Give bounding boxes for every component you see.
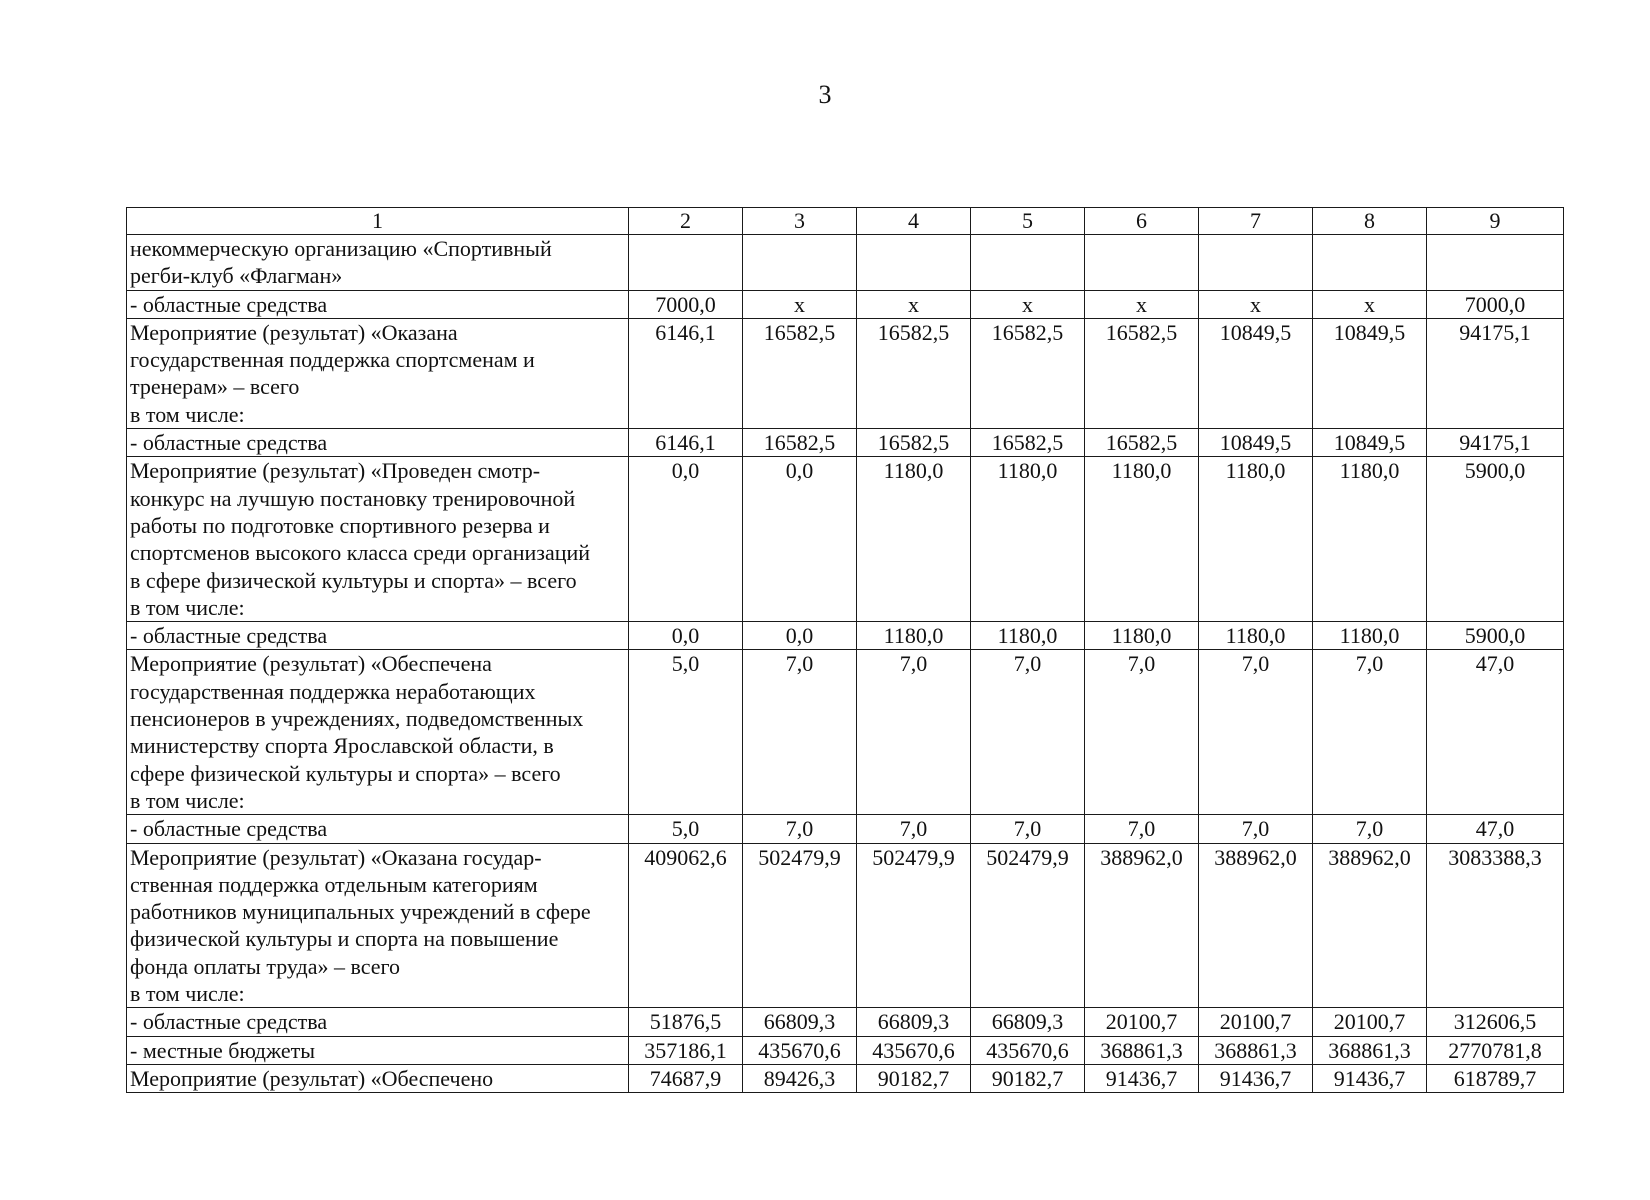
value-cell: 1180,0 bbox=[1085, 457, 1199, 622]
table-row bbox=[127, 318, 1564, 428]
value-cell: х bbox=[1313, 290, 1427, 318]
value-cell: 7,0 bbox=[1313, 650, 1427, 815]
value-cell: 66809,3 bbox=[857, 1008, 971, 1036]
row-label: - областные средства bbox=[127, 622, 629, 650]
value-cell bbox=[629, 235, 743, 291]
value-cell: 1180,0 bbox=[1085, 622, 1199, 650]
value-cell: 16582,5 bbox=[1085, 318, 1199, 428]
row-label: некоммерческую организацию «Спортивный регби-клуб «Флагман» bbox=[127, 235, 629, 291]
value-cell: 7,0 bbox=[743, 650, 857, 815]
value-cell: 1180,0 bbox=[1199, 457, 1313, 622]
table-row bbox=[127, 815, 1564, 843]
value-cell bbox=[857, 235, 971, 291]
row-label: - областные средства bbox=[127, 815, 629, 843]
value-cell: х bbox=[1199, 290, 1313, 318]
value-cell: 7,0 bbox=[1085, 650, 1199, 815]
value-cell: 10849,5 bbox=[1199, 429, 1313, 457]
column-number-header: 4 bbox=[857, 208, 971, 235]
value-cell: 90182,7 bbox=[857, 1064, 971, 1092]
value-cell: 91436,7 bbox=[1085, 1064, 1199, 1092]
table-row bbox=[127, 1008, 1564, 1036]
column-number-header: 5 bbox=[971, 208, 1085, 235]
table-row bbox=[127, 290, 1564, 318]
value-cell: х bbox=[857, 290, 971, 318]
table-row bbox=[127, 622, 1564, 650]
value-cell: 7000,0 bbox=[1427, 290, 1564, 318]
table-row bbox=[127, 457, 1564, 622]
value-cell: 20100,7 bbox=[1085, 1008, 1199, 1036]
value-cell: 502479,9 bbox=[743, 843, 857, 1008]
table-row bbox=[127, 1036, 1564, 1064]
column-number-header: 7 bbox=[1199, 208, 1313, 235]
value-cell: 368861,3 bbox=[1313, 1036, 1427, 1064]
value-cell: 51876,5 bbox=[629, 1008, 743, 1036]
value-cell: 16582,5 bbox=[971, 318, 1085, 428]
row-label: - местные бюджеты bbox=[127, 1036, 629, 1064]
value-cell: 502479,9 bbox=[971, 843, 1085, 1008]
table-row bbox=[127, 235, 1564, 291]
value-cell: 16582,5 bbox=[857, 429, 971, 457]
row-label: - областные средства bbox=[127, 290, 629, 318]
value-cell: 20100,7 bbox=[1199, 1008, 1313, 1036]
value-cell: 90182,7 bbox=[971, 1064, 1085, 1092]
row-label: - областные средства bbox=[127, 1008, 629, 1036]
column-number-header: 6 bbox=[1085, 208, 1199, 235]
header-row bbox=[127, 208, 1564, 235]
value-cell: 91436,7 bbox=[1199, 1064, 1313, 1092]
value-cell: 7,0 bbox=[857, 650, 971, 815]
value-cell: 388962,0 bbox=[1199, 843, 1313, 1008]
value-cell bbox=[1313, 235, 1427, 291]
value-cell: 1180,0 bbox=[1199, 622, 1313, 650]
value-cell: 1180,0 bbox=[971, 622, 1085, 650]
value-cell: 7,0 bbox=[857, 815, 971, 843]
value-cell: 357186,1 bbox=[629, 1036, 743, 1064]
value-cell: 435670,6 bbox=[971, 1036, 1085, 1064]
value-cell: 16582,5 bbox=[743, 318, 857, 428]
value-cell: 5,0 bbox=[629, 650, 743, 815]
row-label: Мероприятие (результат) «Обеспечено bbox=[127, 1064, 629, 1092]
value-cell: 435670,6 bbox=[857, 1036, 971, 1064]
value-cell bbox=[1427, 235, 1564, 291]
value-cell: 3083388,3 bbox=[1427, 843, 1564, 1008]
value-cell: 618789,7 bbox=[1427, 1064, 1564, 1092]
value-cell: 0,0 bbox=[629, 457, 743, 622]
value-cell: 94175,1 bbox=[1427, 429, 1564, 457]
value-cell: 1180,0 bbox=[857, 622, 971, 650]
value-cell: 66809,3 bbox=[743, 1008, 857, 1036]
value-cell: 435670,6 bbox=[743, 1036, 857, 1064]
value-cell bbox=[971, 235, 1085, 291]
value-cell: 5900,0 bbox=[1427, 622, 1564, 650]
value-cell: 1180,0 bbox=[1313, 622, 1427, 650]
value-cell: 7000,0 bbox=[629, 290, 743, 318]
value-cell: 1180,0 bbox=[971, 457, 1085, 622]
table-row bbox=[127, 1064, 1564, 1092]
value-cell: 368861,3 bbox=[1085, 1036, 1199, 1064]
value-cell: 1180,0 bbox=[1313, 457, 1427, 622]
value-cell: 7,0 bbox=[971, 650, 1085, 815]
table-row bbox=[127, 429, 1564, 457]
value-cell: 7,0 bbox=[1313, 815, 1427, 843]
value-cell: 10849,5 bbox=[1199, 318, 1313, 428]
value-cell: 312606,5 bbox=[1427, 1008, 1564, 1036]
row-label: Мероприятие (результат) «Проведен смотр- конкурс на лучшую постановку тренировочной работы по подготовке спортивного резерва и спортсменов высокого класса среди организаций в сфере физической культуры и спорта» – всего в том числе: bbox=[127, 457, 629, 622]
value-cell: 20100,7 bbox=[1313, 1008, 1427, 1036]
table-row bbox=[127, 843, 1564, 1008]
value-cell: 7,0 bbox=[743, 815, 857, 843]
value-cell: 16582,5 bbox=[857, 318, 971, 428]
column-number-header: 2 bbox=[629, 208, 743, 235]
value-cell: 89426,3 bbox=[743, 1064, 857, 1092]
row-label: Мероприятие (результат) «Оказана государственная поддержка спортсменам и тренерам» – всего в том числе: bbox=[127, 318, 629, 428]
value-cell: 7,0 bbox=[1199, 815, 1313, 843]
value-cell: 7,0 bbox=[1085, 815, 1199, 843]
page-number: 3 bbox=[818, 80, 832, 109]
value-cell: 91436,7 bbox=[1313, 1064, 1427, 1092]
row-label: Мероприятие (результат) «Оказана государ- ственная поддержка отдельным категориям работников муниципальных учреждений в сфере физической культуры и спорта на повышение фонда оплаты труда» – всего в том числе: bbox=[127, 843, 629, 1008]
value-cell: 47,0 bbox=[1427, 650, 1564, 815]
column-number-header: 9 bbox=[1427, 208, 1564, 235]
value-cell bbox=[1199, 235, 1313, 291]
value-cell: 16582,5 bbox=[1085, 429, 1199, 457]
row-label: Мероприятие (результат) «Обеспечена государственная поддержка неработающих пенсионеров в учреждениях, подведомственных министерству спорта Ярославской области, в сфере физической культуры и спорта» – всего в том числе: bbox=[127, 650, 629, 815]
value-cell: 10849,5 bbox=[1313, 318, 1427, 428]
value-cell: 47,0 bbox=[1427, 815, 1564, 843]
value-cell: х bbox=[1085, 290, 1199, 318]
value-cell: 0,0 bbox=[743, 457, 857, 622]
value-cell: 74687,9 bbox=[629, 1064, 743, 1092]
value-cell: 7,0 bbox=[971, 815, 1085, 843]
column-number-header: 3 bbox=[743, 208, 857, 235]
value-cell bbox=[1085, 235, 1199, 291]
value-cell: 388962,0 bbox=[1313, 843, 1427, 1008]
value-cell: 10849,5 bbox=[1313, 429, 1427, 457]
table-row bbox=[127, 650, 1564, 815]
value-cell: 7,0 bbox=[1199, 650, 1313, 815]
value-cell: х bbox=[971, 290, 1085, 318]
column-number-header: 1 bbox=[127, 208, 629, 235]
table-body bbox=[127, 208, 1564, 1093]
value-cell: х bbox=[743, 290, 857, 318]
value-cell: 388962,0 bbox=[1085, 843, 1199, 1008]
column-number-header: 8 bbox=[1313, 208, 1427, 235]
value-cell: 66809,3 bbox=[971, 1008, 1085, 1036]
value-cell: 502479,9 bbox=[857, 843, 971, 1008]
value-cell: 0,0 bbox=[743, 622, 857, 650]
row-label: - областные средства bbox=[127, 429, 629, 457]
value-cell: 6146,1 bbox=[629, 429, 743, 457]
value-cell: 16582,5 bbox=[971, 429, 1085, 457]
value-cell bbox=[743, 235, 857, 291]
value-cell: 1180,0 bbox=[857, 457, 971, 622]
value-cell: 409062,6 bbox=[629, 843, 743, 1008]
budget-table bbox=[126, 207, 1564, 1093]
value-cell: 5900,0 bbox=[1427, 457, 1564, 622]
value-cell: 2770781,8 bbox=[1427, 1036, 1564, 1064]
value-cell: 6146,1 bbox=[629, 318, 743, 428]
value-cell: 0,0 bbox=[629, 622, 743, 650]
value-cell: 5,0 bbox=[629, 815, 743, 843]
value-cell: 94175,1 bbox=[1427, 318, 1564, 428]
value-cell: 368861,3 bbox=[1199, 1036, 1313, 1064]
value-cell: 16582,5 bbox=[743, 429, 857, 457]
